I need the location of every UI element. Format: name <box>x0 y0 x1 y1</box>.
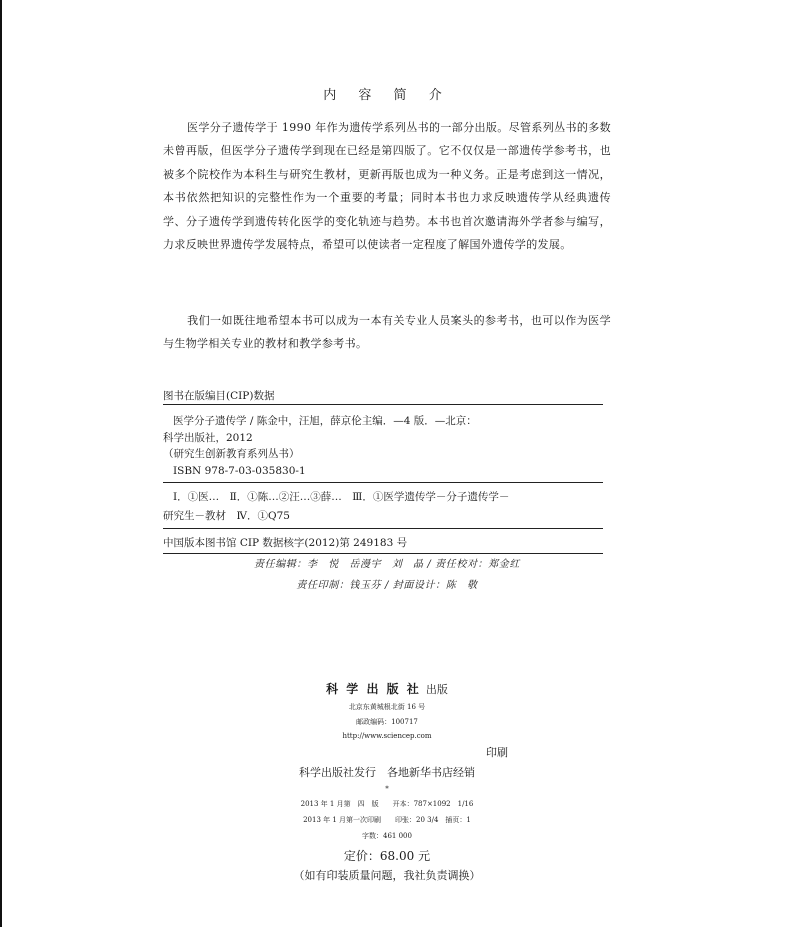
publisher-address: 北京东黄城根北街 16 号 <box>348 703 426 711</box>
cip-line-6: 研究生－教材 Ⅳ．①Q75 <box>163 510 290 522</box>
word-count: 字数：461 000 <box>362 832 412 840</box>
cip-rule-top <box>163 404 603 405</box>
publisher-postcode: 邮政编码：100717 <box>356 718 418 726</box>
publisher-url: http://www.sciencep.com <box>342 732 432 740</box>
intro-paragraph-1: 医学分子遗传学于 1990 年作为遗传学系列丛书的一部分出版。尽管系列丛书的多数未曾再版，但医学分子遗传学到现在已经是第四版了。它不仅仅是一部遗传学参考书，也被多个院校作为本科生与研究生教材，更新再版也成为一种义务。正是考虑到这一情况，本书依然把知识的完整性作为一个重要的考量；同时本书也力求反映遗传学从经典遗传学、分子遗传学到遗传转化医学的变化轨迹与趋势。本书也首次邀请海外学者参与编写，力求反映世界遗传学发展特点，希望可以使读者一定程度了解国外遗传学的发展。 <box>163 121 611 252</box>
credits-line-1: 责任编辑：李 悦 岳漫宇 刘 晶 / 责任校对：郑金红 <box>254 559 520 570</box>
cip-line-1: 医学分子遗传学 / 陈金中，汪旭，薛京伦主编．—4 版．—北京： <box>173 415 477 427</box>
print-line: 印刷 <box>486 746 508 759</box>
edition-line: 2013 年 1 月第 四 版 开本：787×1092 1/16 <box>300 800 474 808</box>
cip-line-5: Ⅰ．①医… Ⅱ．①陈…②汪…③薛… Ⅲ．①医学遗传学－分子遗传学－ <box>173 491 510 503</box>
cip-isbn: ISBN 978-7-03-035830-1 <box>173 465 306 477</box>
cip-heading: 图书在版编目(CIP)数据 <box>163 390 275 402</box>
publisher-line <box>163 678 611 697</box>
cip-line-3: （研究生创新教育系列丛书） <box>163 448 300 460</box>
quality-note: （如有印装质量问题，我社负责调换） <box>293 869 481 882</box>
cip-line-2: 科学出版社，2012 <box>163 432 253 444</box>
separator-star: * <box>385 785 389 793</box>
cip-rule-bottom <box>163 528 603 529</box>
cip-rule-mid <box>163 482 603 483</box>
page-title: 内 容 简 介 <box>323 88 451 103</box>
cip-record: 中国版本图书馆 CIP 数据核字(2012)第 249183 号 <box>163 537 408 549</box>
intro-paragraph-2: 我们一如既往地希望本书可以成为一本有关专业人员案头的参考书，也可以作为医学与生物学相关专业的教材和教学参考书。 <box>163 314 611 351</box>
printing-line: 2013 年 1 月第一次印刷 印张：20 3/4 插页：1 <box>303 816 471 824</box>
distribution-line: 科学出版社发行 各地新华书店经销 <box>299 766 475 779</box>
publisher-name: 科 学 出 版 社 <box>326 682 421 696</box>
price: 定价：68.00 元 <box>343 849 431 863</box>
credits-line-2: 责任印制：钱玉芬 / 封面设计：陈 敬 <box>296 580 478 591</box>
publisher-suffix: 出版 <box>425 683 448 696</box>
